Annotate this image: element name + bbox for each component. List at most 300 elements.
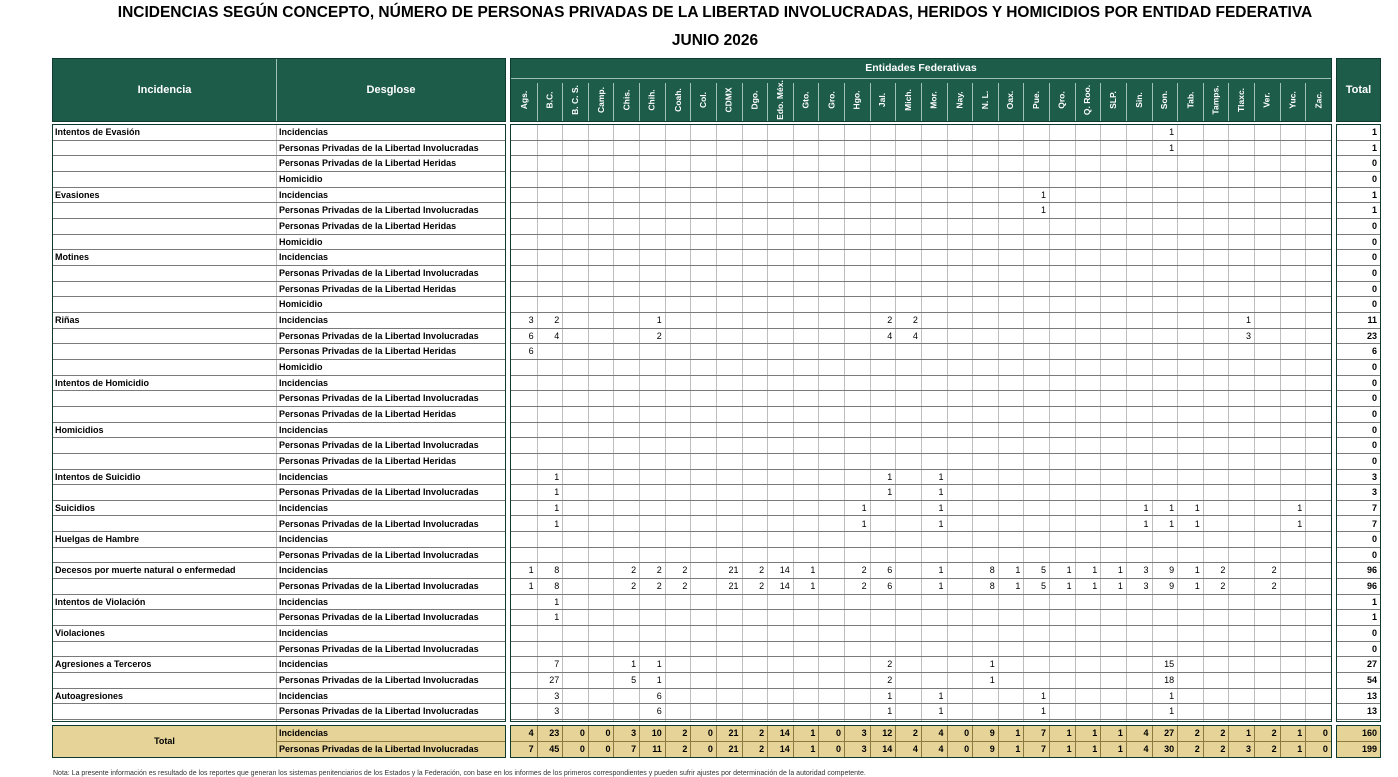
row-total: 0 xyxy=(1371,440,1377,451)
state-header-label: Yuc. xyxy=(1287,91,1298,109)
table-row xyxy=(511,579,1331,595)
table-row xyxy=(53,595,505,611)
state-total: 7 xyxy=(1040,728,1046,738)
state-value: 1 xyxy=(861,502,867,513)
table-row xyxy=(511,313,1331,329)
state-value: 14 xyxy=(779,581,790,592)
state-total: 10 xyxy=(651,728,662,738)
table-row xyxy=(511,344,1331,360)
state-header-label: N. L. xyxy=(979,90,990,110)
table-row xyxy=(53,407,505,423)
desglose-label: Personas Privadas de la Libertad Heridas xyxy=(279,408,457,419)
table-row xyxy=(1337,344,1380,360)
table-row xyxy=(1337,407,1380,423)
desglose-label: Homicidio xyxy=(279,236,323,247)
state-total: 2 xyxy=(1220,744,1226,754)
report-title: INCIDENCIAS SEGÚN CONCEPTO, NÚMERO DE PERSONAS PRIVADAS DE LA LIBERTAD INVOLUCRADAS, HERIDOS Y HOMICIDIOS POR ENTIDAD FEDERATIVA xyxy=(117,4,1313,21)
incidencia-label: Motines xyxy=(55,252,90,263)
table-row xyxy=(1337,391,1380,407)
state-header-label: Camp. xyxy=(595,87,606,113)
state-value: 4 xyxy=(887,330,893,341)
state-total: 11 xyxy=(652,744,662,754)
state-value: 2 xyxy=(1271,565,1277,576)
state-total: 2 xyxy=(682,744,688,754)
state-value: 1 xyxy=(887,471,893,482)
state-value: 2 xyxy=(887,675,893,686)
row-total: 1 xyxy=(1371,612,1377,623)
state-total: 1 xyxy=(1015,728,1021,738)
state-value: 1 xyxy=(656,659,662,670)
table-row xyxy=(511,172,1331,188)
incidencia-label: Suicidios xyxy=(55,502,96,513)
state-total: 2 xyxy=(1220,728,1226,738)
state-value: 2 xyxy=(759,581,765,592)
state-value: 1 xyxy=(887,706,893,717)
state-total: 1 xyxy=(1092,728,1098,738)
state-total: 0 xyxy=(707,744,713,754)
desglose-label: Personas Privadas de la Libertad Heridas xyxy=(279,283,457,294)
state-value: 2 xyxy=(682,565,688,576)
table-row xyxy=(511,235,1331,251)
table-row xyxy=(53,704,505,720)
desglose-label: Incidencias xyxy=(279,659,329,670)
table-row xyxy=(1337,282,1380,298)
state-value: 2 xyxy=(1220,565,1226,576)
state-header-label: Dgo. xyxy=(749,90,760,110)
state-total: 3 xyxy=(631,728,637,738)
state-value: 1 xyxy=(554,518,560,529)
state-header-label: Gto. xyxy=(800,91,811,109)
table-row xyxy=(511,407,1331,423)
state-header-label: Jal. xyxy=(877,92,888,108)
state-value: 1 xyxy=(1040,706,1046,717)
state-value: 1 xyxy=(989,675,995,686)
state-value: 6 xyxy=(887,565,893,576)
report-subtitle: JUNIO 2026 xyxy=(671,32,759,49)
desglose-label: Incidencias xyxy=(279,471,329,482)
state-value: 1 xyxy=(1040,205,1046,216)
table-row xyxy=(511,517,1331,533)
state-value: 1 xyxy=(554,612,560,623)
table-row xyxy=(511,548,1331,564)
row-total: 3 xyxy=(1371,471,1377,482)
table-row xyxy=(1337,454,1380,470)
state-value: 2 xyxy=(631,581,637,592)
table-row xyxy=(511,219,1331,235)
row-total: 0 xyxy=(1371,643,1377,654)
table-row xyxy=(1337,329,1380,345)
state-total: 0 xyxy=(964,744,970,754)
state-value: 21 xyxy=(728,565,739,576)
state-total: 14 xyxy=(779,728,790,738)
table-row xyxy=(511,141,1331,157)
desglose-label: Personas Privadas de la Libertad Involucradas xyxy=(279,549,479,560)
table-row xyxy=(53,470,505,486)
state-value: 2 xyxy=(861,565,867,576)
state-value: 1 xyxy=(887,690,893,701)
incidencia-label: Huelgas de Hambre xyxy=(55,534,140,545)
state-value: 2 xyxy=(861,581,867,592)
state-value: 3 xyxy=(554,690,560,701)
table-row xyxy=(1337,297,1380,313)
row-total: 7 xyxy=(1371,502,1377,513)
table-row xyxy=(1337,219,1380,235)
state-value: 6 xyxy=(656,706,662,717)
row-total: 0 xyxy=(1371,220,1377,231)
table-row xyxy=(53,360,505,376)
table-row xyxy=(53,454,505,470)
state-value: 1 xyxy=(1117,581,1123,592)
state-value: 4 xyxy=(554,330,560,341)
desglose-label: Personas Privadas de la Libertad Involucradas xyxy=(279,518,479,529)
state-value: 3 xyxy=(1143,581,1149,592)
table-row xyxy=(53,188,505,204)
state-header-label: Oax. xyxy=(1005,90,1016,110)
table-row xyxy=(1337,250,1380,266)
table-row xyxy=(511,329,1331,345)
table-row xyxy=(53,501,505,517)
table-row xyxy=(1337,485,1380,501)
state-value: 27 xyxy=(549,675,560,686)
table-row xyxy=(1337,313,1380,329)
table-row xyxy=(53,141,505,157)
state-value: 5 xyxy=(631,675,637,686)
table-row xyxy=(1337,423,1380,439)
state-total: 2 xyxy=(1271,744,1277,754)
state-value: 1 xyxy=(938,706,944,717)
state-header-label: CDMX xyxy=(723,87,734,113)
state-total: 1 xyxy=(1297,744,1303,754)
state-value: 1 xyxy=(887,487,893,498)
desglose-header: Desglose xyxy=(366,84,416,96)
state-total: 3 xyxy=(861,728,867,738)
totals-grand xyxy=(1336,725,1381,758)
state-value: 8 xyxy=(989,565,995,576)
total-header-panel xyxy=(1336,58,1381,122)
desglose-label: Incidencias xyxy=(279,565,329,576)
desglose-label: Personas Privadas de la Libertad Involucradas xyxy=(279,675,479,686)
state-value: 1 xyxy=(1297,518,1303,529)
state-value: 1 xyxy=(656,314,662,325)
table-row xyxy=(511,297,1331,313)
state-value: 1 xyxy=(1143,502,1149,513)
state-total: 12 xyxy=(882,728,893,738)
incidencia-label: Agresiones a Terceros xyxy=(55,659,152,670)
state-value: 1 xyxy=(938,690,944,701)
table-row xyxy=(1337,532,1380,548)
state-value: 1 xyxy=(1194,502,1200,513)
state-total: 1 xyxy=(1066,728,1072,738)
state-value: 1 xyxy=(528,565,534,576)
state-value: 5 xyxy=(1040,581,1046,592)
state-header-label: Ver. xyxy=(1261,92,1272,108)
state-total: 7 xyxy=(1040,744,1046,754)
state-value: 1 xyxy=(1169,502,1175,513)
state-value: 14 xyxy=(779,565,790,576)
state-total: 2 xyxy=(912,728,918,738)
desglose-label: Personas Privadas de la Libertad Involucradas xyxy=(279,440,479,451)
totals-desglose-involucradas: Personas Privadas de la Libertad Involucradas xyxy=(279,744,479,754)
state-value: 1 xyxy=(1092,581,1098,592)
state-total: 7 xyxy=(528,744,534,754)
state-total: 2 xyxy=(1194,744,1200,754)
state-total: 1 xyxy=(1066,744,1072,754)
state-total: 2 xyxy=(1271,728,1277,738)
state-value: 1 xyxy=(810,565,816,576)
desglose-label: Personas Privadas de la Libertad Involucradas xyxy=(279,393,479,404)
row-total: 0 xyxy=(1371,267,1377,278)
table-row xyxy=(1337,689,1380,705)
row-total: 96 xyxy=(1366,565,1377,576)
table-row xyxy=(1337,673,1380,689)
table-row xyxy=(511,657,1331,673)
state-total: 14 xyxy=(779,744,790,754)
row-total: 1 xyxy=(1371,127,1377,137)
state-total: 1 xyxy=(810,728,816,738)
table-row xyxy=(1337,141,1380,157)
incidencia-label: Decesos por muerte natural o enfermedad xyxy=(55,565,236,576)
incidencia-label: Homicidios xyxy=(55,424,104,435)
desglose-label: Personas Privadas de la Libertad Involucradas xyxy=(279,706,479,717)
desglose-label: Homicidio xyxy=(279,173,323,184)
table-row xyxy=(53,610,505,626)
table-row xyxy=(53,657,505,673)
state-total: 9 xyxy=(989,728,995,738)
table-row xyxy=(1337,704,1380,720)
left-body xyxy=(52,124,506,722)
state-total: 4 xyxy=(912,744,918,754)
table-row xyxy=(53,517,505,533)
state-value: 1 xyxy=(1194,518,1200,529)
table-row xyxy=(53,532,505,548)
incidencia-label: Autoagresiones xyxy=(55,690,124,701)
state-value: 1 xyxy=(938,518,944,529)
desglose-label: Personas Privadas de la Libertad Involucradas xyxy=(279,612,479,623)
state-value: 1 xyxy=(1092,565,1098,576)
desglose-label: Incidencias xyxy=(279,252,329,263)
row-total: 11 xyxy=(1367,314,1377,325)
table-row xyxy=(53,172,505,188)
incidencia-label: Intentos de Evasión xyxy=(55,127,141,137)
state-total: 45 xyxy=(549,744,560,754)
state-header-label: Nay. xyxy=(954,91,965,109)
table-row xyxy=(53,250,505,266)
incidencia-header: Incidencia xyxy=(137,84,192,96)
totals-desglose-incidencias: Incidencias xyxy=(279,728,329,738)
state-value: 1 xyxy=(1169,127,1175,137)
table-row xyxy=(53,563,505,579)
table-row xyxy=(1337,156,1380,172)
state-total: 0 xyxy=(836,744,842,754)
state-total: 0 xyxy=(964,728,970,738)
table-row xyxy=(53,329,505,345)
table-row xyxy=(1337,266,1380,282)
table-row xyxy=(1337,125,1380,141)
table-row xyxy=(1337,579,1380,595)
row-total: 23 xyxy=(1366,330,1377,341)
table-row xyxy=(53,156,505,172)
table-row xyxy=(511,626,1331,642)
table-row xyxy=(511,595,1331,611)
row-total: 0 xyxy=(1371,424,1377,435)
table-row xyxy=(511,689,1331,705)
table-row xyxy=(1337,642,1380,658)
desglose-label: Personas Privadas de la Libertad Heridas xyxy=(279,158,457,169)
table-row xyxy=(511,438,1331,454)
state-value: 2 xyxy=(682,581,688,592)
state-header-label: Tlaxc. xyxy=(1236,87,1247,113)
table-row xyxy=(1337,610,1380,626)
row-total: 96 xyxy=(1366,581,1377,592)
state-total: 4 xyxy=(938,728,944,738)
state-header-label: Mich. xyxy=(903,89,914,111)
footnote: Nota: La presente información es resultado de los reportes que generan los sistemas penitenciarios de los Estados y la Federación, con base en los informes de los primeros correspondientes y pueden sufrir ajustes por determinación de la autoridad competente. xyxy=(53,770,866,777)
row-total: 0 xyxy=(1371,252,1377,263)
state-value: 1 xyxy=(1194,565,1200,576)
state-value: 2 xyxy=(656,581,662,592)
state-value: 2 xyxy=(656,565,662,576)
state-value: 1 xyxy=(861,518,867,529)
state-value: 1 xyxy=(938,487,944,498)
state-value: 1 xyxy=(631,659,637,670)
row-total: 0 xyxy=(1371,299,1377,310)
desglose-label: Personas Privadas de la Libertad Involucradas xyxy=(279,205,479,216)
state-header xyxy=(1293,79,1332,121)
desglose-label: Incidencias xyxy=(279,424,329,435)
incidencia-label: Intentos de Violación xyxy=(55,596,146,607)
state-value: 1 xyxy=(1015,581,1021,592)
table-row xyxy=(1337,626,1380,642)
desglose-label: Incidencias xyxy=(279,628,329,639)
state-total: 3 xyxy=(861,744,867,754)
desglose-label: Personas Privadas de la Libertad Involucradas xyxy=(279,643,479,654)
row-total: 0 xyxy=(1371,534,1377,545)
desglose-label: Personas Privadas de la Libertad Involucradas xyxy=(279,142,479,153)
state-value: 6 xyxy=(528,330,534,341)
table-row xyxy=(511,423,1331,439)
table-row xyxy=(53,689,505,705)
table-row xyxy=(1337,595,1380,611)
table-row xyxy=(53,548,505,564)
state-value: 3 xyxy=(528,314,534,325)
state-header-label: Tamps. xyxy=(1210,85,1221,115)
row-total: 0 xyxy=(1371,393,1377,404)
row-total: 3 xyxy=(1371,487,1377,498)
state-total: 3 xyxy=(1245,744,1251,754)
left-header xyxy=(52,58,506,122)
state-total: 0 xyxy=(579,728,585,738)
table-row xyxy=(511,282,1331,298)
totals-states xyxy=(510,725,1332,758)
desglose-label: Homicidio xyxy=(279,299,323,310)
state-value: 3 xyxy=(554,706,560,717)
row-total: 6 xyxy=(1371,346,1377,357)
state-total: 2 xyxy=(682,728,688,738)
desglose-label: Homicidio xyxy=(279,361,323,372)
table-row xyxy=(511,360,1331,376)
table-row xyxy=(511,563,1331,579)
table-row xyxy=(53,423,505,439)
desglose-label: Incidencias xyxy=(279,189,329,200)
table-row xyxy=(53,266,505,282)
state-value: 1 xyxy=(1169,690,1175,701)
state-total: 1 xyxy=(1245,728,1251,738)
table-row xyxy=(53,297,505,313)
state-total: 1 xyxy=(1297,728,1303,738)
row-total: 1 xyxy=(1371,142,1377,153)
state-value: 1 xyxy=(1117,565,1123,576)
state-value: 1 xyxy=(554,596,560,607)
table-row xyxy=(511,188,1331,204)
table-row xyxy=(53,344,505,360)
grand-total-incidencias: 160 xyxy=(1361,728,1377,738)
state-value: 6 xyxy=(528,346,534,357)
state-value: 8 xyxy=(554,581,560,592)
row-total: 54 xyxy=(1366,675,1377,686)
incidencia-label: Intentos de Homicidio xyxy=(55,377,150,388)
state-value: 1 xyxy=(1169,142,1175,153)
state-total: 1 xyxy=(1117,744,1123,754)
state-header-label: Ags. xyxy=(518,90,529,110)
state-value: 1 xyxy=(1040,189,1046,200)
row-total: 7 xyxy=(1371,518,1377,529)
incidencia-label: Violaciones xyxy=(55,628,105,639)
table-row xyxy=(53,391,505,407)
table-row xyxy=(511,610,1331,626)
state-value: 1 xyxy=(554,471,560,482)
state-value: 1 xyxy=(989,659,995,670)
state-value: 1 xyxy=(1194,581,1200,592)
entidades-header xyxy=(510,58,1332,122)
desglose-label: Incidencias xyxy=(279,534,329,545)
state-value: 4 xyxy=(912,330,918,341)
state-value: 1 xyxy=(1040,690,1046,701)
state-value: 1 xyxy=(554,502,560,513)
state-total: 21 xyxy=(728,728,739,738)
table-row xyxy=(53,485,505,501)
table-row xyxy=(1337,470,1380,486)
table-row xyxy=(511,470,1331,486)
state-total: 0 xyxy=(1322,728,1328,738)
state-value: 1 xyxy=(1015,565,1021,576)
state-total: 0 xyxy=(707,728,713,738)
state-header-label: Coah. xyxy=(672,88,683,112)
row-total: 1 xyxy=(1371,205,1377,216)
state-value: 3 xyxy=(1143,565,1149,576)
table-row xyxy=(1337,438,1380,454)
state-total: 4 xyxy=(528,728,534,738)
total-body xyxy=(1336,124,1381,722)
state-header-label: Sin. xyxy=(1133,92,1144,108)
desglose-label: Incidencias xyxy=(279,377,329,388)
table-row xyxy=(53,376,505,392)
table-row xyxy=(511,642,1331,658)
desglose-label: Personas Privadas de la Libertad Involucradas xyxy=(279,487,479,498)
state-total: 4 xyxy=(1143,728,1149,738)
table-row xyxy=(53,125,505,141)
state-value: 7 xyxy=(554,659,560,670)
state-value: 3 xyxy=(1245,330,1251,341)
state-value: 9 xyxy=(1169,565,1175,576)
state-total: 2 xyxy=(1194,728,1200,738)
row-total: 0 xyxy=(1371,455,1377,466)
state-value: 1 xyxy=(938,471,944,482)
state-header-label: Col. xyxy=(698,91,709,109)
table-row xyxy=(1337,235,1380,251)
table-row xyxy=(1337,517,1380,533)
table-row xyxy=(1337,188,1380,204)
state-value: 1 xyxy=(1066,581,1072,592)
